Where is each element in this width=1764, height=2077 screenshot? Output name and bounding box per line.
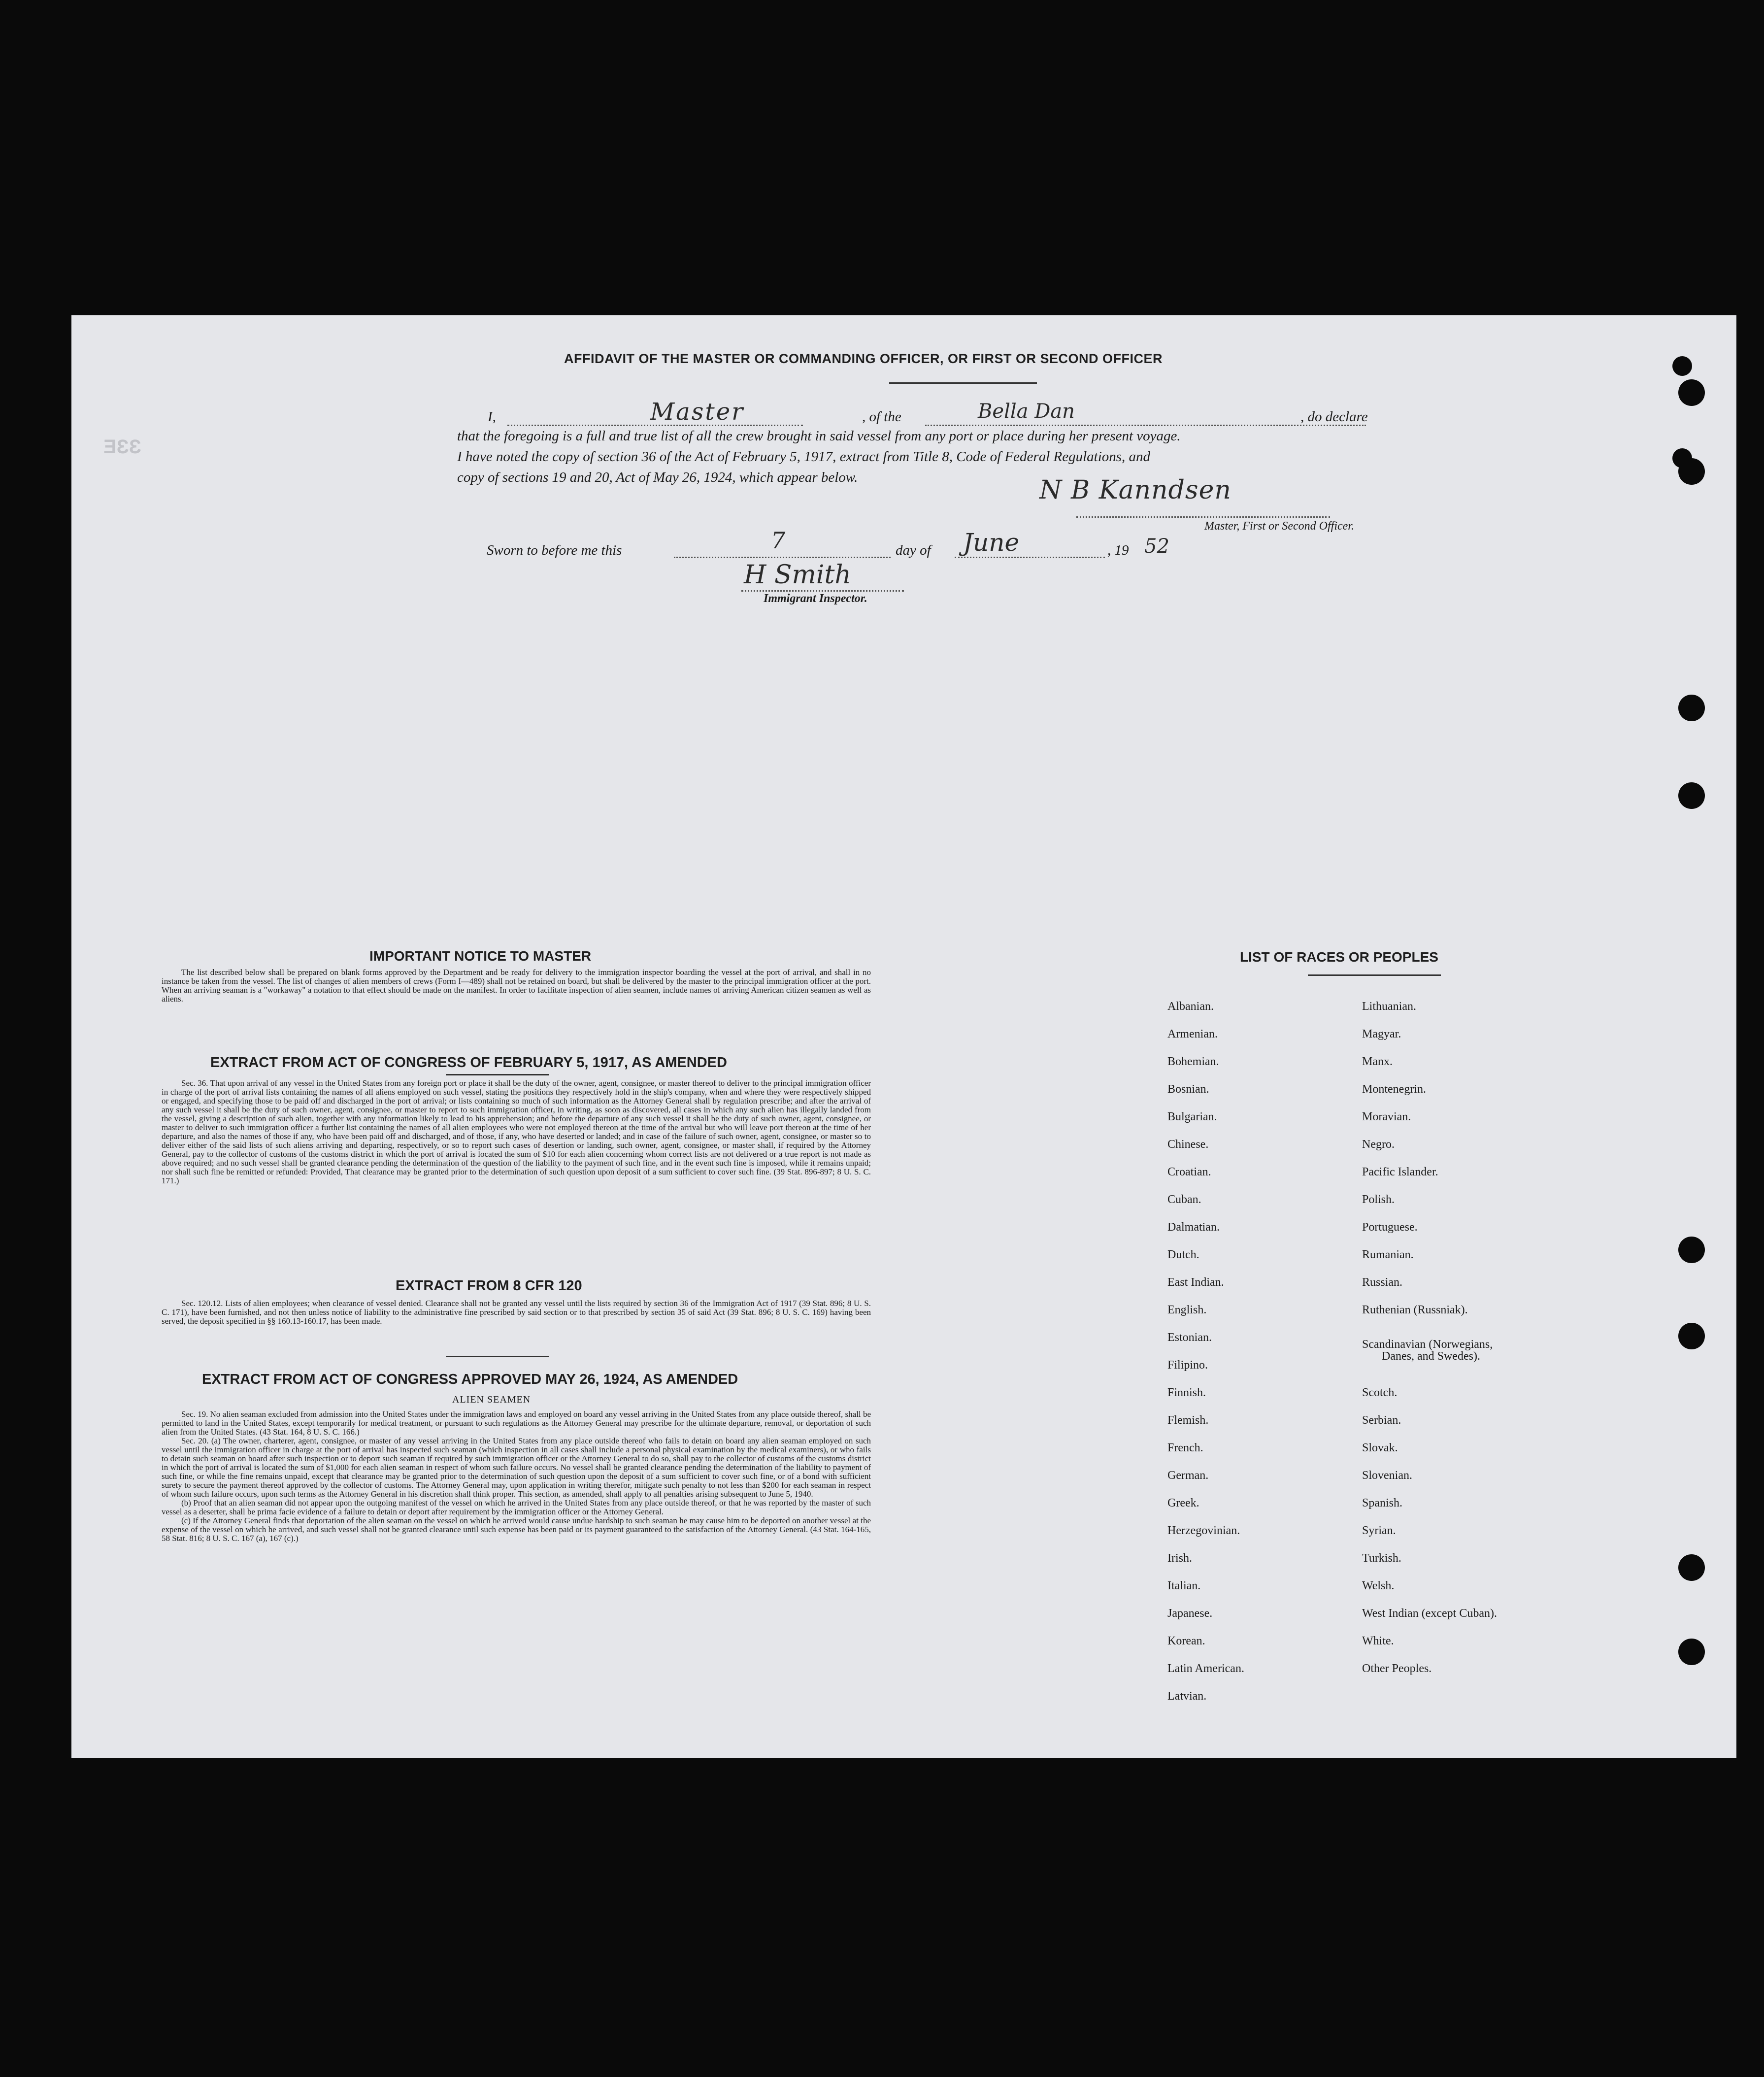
punch-hole (1678, 1554, 1705, 1581)
sworn-day-field: 7 (771, 527, 786, 554)
sworn-month-line (955, 557, 1105, 558)
sworn-label: Sworn to before me this (487, 542, 622, 558)
race-item: German. (1167, 1469, 1209, 1482)
vessel-name-line (925, 425, 1366, 426)
punch-hole (1678, 695, 1705, 721)
sec36-text: Sec. 36. That upon arrival of any vessel in the United States from any foreign port or place it shall be the duty of the owner, agent, consignee, or master thereof to deliver to the principal immigration officer in charge of the port of arrival lists containing the names of all aliens employed on such vessel, stating the positions they respectively hold in the ship's company, when and where they were respectively shipped or engaged, and specifying those to be paid off and discharged in the port of arrival; or lists containing so much of such information as the Attorney General shall by regulation prescribe; and after the arrival of any such vessel it shall be the duty of such owner, agent, consignee, or master to report to such immigration officer, in writing, as soon as discovered, all cases in which any such alien has illegally landed from the vessel, giving a description of such alien, together with any information likely to lead to his apprehension; and before the departure of any such vessel it shall be the duty of such owner, agent, consignee, or master to deliver to such immigration officer a further list containing the names of all alien employees who were not employed thereon at the time of the arrival but who will leave port thereon at the time of her departure, and also the names of those if any, who have been paid off and discharged, and of those, if any, who have deserted or landed; and in case of the failure of such owner, agent, consignee, or master so to deliver either of the said lists of such aliens arriving and departing, respectively, or so to report such cases of desertion or landing, such owner, agent, consignee, or master shall, if required by the Attorney General, pay to the collector of customs of the customs district in which the port of arrival is located the sum of $10 for each alien concerning whom correct lists are not delivered or a true report is not made as above required; and no such vessel shall be granted clearance pending the determination of the question of the liability to the payment of such fine, and in the event such fine is imposed, while it remains unpaid; nor shall such fine be remitted or refunded: Provided, That clearance may be granted prior to the determination of such question upon deposit of a sum sufficient to cover such fine. (39 Stat. 896-897; 8 U. S. C. 171.) (162, 1078, 871, 1185)
punch-hole (1678, 458, 1705, 485)
race-item: White. (1362, 1635, 1394, 1647)
race-item: Filipino. (1167, 1359, 1208, 1372)
inspector-signature: H Smith (744, 560, 851, 590)
race-item: Negro. (1362, 1138, 1395, 1151)
punch-hole (1678, 1323, 1705, 1349)
race-item: Syrian. (1362, 1524, 1396, 1537)
inspector-caption: Immigrant Inspector. (764, 592, 867, 605)
race-item: Estonian. (1167, 1331, 1212, 1344)
race-item: Chinese. (1167, 1138, 1209, 1151)
vessel-name-field: Bella Dan (978, 400, 1075, 423)
notice-body (162, 968, 871, 1004)
sworn-day-line (674, 557, 891, 558)
race-item: Greek. (1167, 1497, 1199, 1509)
master-name-field: Master (650, 398, 745, 426)
sec20c-text: (c) If the Attorney General finds that deportation of the alien seaman on the vessel on which he arrived would cause undue hardship to such seaman he may cause him to be deported on another vessel at the expense of the vessel on which he arrived, and such vessel shall not be granted clearance until such expense has been paid or its payment guaranteed to the satisfaction of the Attorney General. (43 Stat. 164-165, 58 Stat. 816; 8 U. S. C. 167 (a), 167 (c).) (162, 1516, 871, 1543)
race-item: Montenegrin. (1362, 1083, 1426, 1096)
race-item: Latin American. (1167, 1662, 1244, 1675)
race-item: Armenian. (1167, 1028, 1218, 1040)
punch-hole (1678, 782, 1705, 809)
race-item: Bohemian. (1167, 1055, 1219, 1068)
race-item: Herzegovinian. (1167, 1524, 1240, 1537)
inspector-signature-line (741, 590, 904, 592)
alien-seamen-subheading: ALIEN SEAMEN (452, 1394, 531, 1405)
race-item: Rumanian. (1362, 1248, 1414, 1261)
race-item: Japanese. (1167, 1607, 1213, 1620)
extract-1917-heading: EXTRACT FROM ACT OF CONGRESS OF FEBRUARY 5, 1917, AS AMENDED (210, 1055, 727, 1071)
race-item: Flemish. (1167, 1414, 1209, 1427)
extract-cfr-rule (446, 1356, 549, 1357)
sec19-text: Sec. 19. No alien seaman excluded from admission into the United States under the immigration laws and employed on board any vessel arriving in the United States from any place outside thereof, shall be permitted to land in the United States, except temporarily for medical treatment, or pursuant to such regulations as the Attorney General may prescribe for the ultimate departure, removal, or deportation of such alien from the United States. (43 Stat. 164, 8 U. S. C. 166.) (162, 1409, 871, 1437)
punch-hole (1678, 1639, 1705, 1665)
race-item: Dutch. (1167, 1248, 1199, 1261)
sworn-year-field: 52 (1144, 535, 1169, 558)
affidavit-heading-rule (889, 382, 1037, 384)
race-item: English. (1167, 1304, 1207, 1316)
race-item: Lithuanian. (1362, 1000, 1416, 1013)
race-item: West Indian (except Cuban). (1362, 1607, 1497, 1620)
affidavit-line-3: copy of sections 19 and 20, Act of May 26, 1924, which appear below. (457, 469, 858, 485)
race-item: Danes, and Swedes). (1382, 1350, 1480, 1363)
race-item: Scotch. (1362, 1386, 1398, 1399)
race-item: Russian. (1362, 1276, 1403, 1289)
punch-hole (1678, 1237, 1705, 1263)
race-item: Ruthenian (Russniak). (1362, 1304, 1468, 1316)
race-item: Latvian. (1167, 1690, 1207, 1703)
year-prefix-label: , 19 (1107, 542, 1129, 558)
sec20a-text: Sec. 20. (a) The owner, charterer, agent, consignee, or master of any vessel arriving in the United States from any place outside thereof who fails to detain on board any alien seaman employed on such vessel until the immigration officer in charge at the port of arrival has inspected such seaman (which inspection in all cases shall include a personal physical examination by the medical examiners), or who fails to detain such seaman on board after such inspection or to deport such seaman if required by such immigration officer or the Attorney General to do so, shall pay to the collector of customs of the customs district in which the port of arrival is located the sum of $1,000 for each alien seaman in respect of whom such failure occurs. No vessel shall be granted clearance pending the determination of the liability to payment of such fine, or while the fine remains unpaid, except that clearance may be granted prior to the determination of such question upon the deposit of a sum sufficient to cover such fine, or of a bond with sufficient surety to secure the payment thereof approved by the collector of customs. The Attorney General may, upon application in writing therefor, mitigate such penalty to not less than $200 for each seaman in respect of whom such failure occurs, upon such terms as the Attorney General in his discretion shall think proper. This section, as amended, shall apply to all penalties arising subsequent to June 5, 1940. (162, 1436, 871, 1499)
race-item: Turkish. (1362, 1552, 1401, 1565)
of-the-label: , of the (862, 409, 901, 425)
extract-1917-rule (446, 1074, 549, 1075)
race-item: Scandinavian (Norwegians, (1362, 1338, 1493, 1351)
extract-cfr-body (162, 1299, 871, 1326)
race-item: Moravian. (1362, 1110, 1411, 1123)
race-item: French. (1167, 1441, 1203, 1454)
race-item: Pacific Islander. (1362, 1166, 1438, 1178)
sworn-month-field: June (963, 528, 1020, 557)
extract-1924-body (162, 1410, 871, 1543)
race-item: Dalmatian. (1167, 1221, 1220, 1234)
punch-hole (1672, 356, 1692, 376)
affidavit-line-2: I have noted the copy of section 36 of the Act of February 5, 1917, extract from Title 8, Code of Federal Regulations, and (457, 449, 1151, 465)
race-item: Irish. (1167, 1552, 1192, 1565)
sec120-text: Sec. 120.12. Lists of alien employees; when clearance of vessel denied. Clearance shall not be granted any vessel until the lists required by section 36 of the Immigration Act of 1917 (39 Stat. 896; 8 U. S. C. 171), have been furnished, and not then unless notice of liability to the administrative fine prescribed by said section or to that prescribed by section 35 of said Act (39 Stat. 896; 8 U. S. C. 169) having been served, the deposit specified in §§ 160.13-160.17, has been made. (162, 1299, 871, 1326)
master-signature-line (1076, 516, 1330, 518)
race-item: Magyar. (1362, 1028, 1401, 1040)
affidavit-i-label: I, (488, 409, 496, 425)
affidavit-line-1: that the foregoing is a full and true list of all the crew brought in said vessel from any port or place during her present voyage. (457, 428, 1181, 444)
punch-hole (1678, 379, 1705, 406)
races-heading: LIST OF RACES OR PEOPLES (1240, 949, 1438, 965)
race-item: Slovak. (1362, 1441, 1398, 1454)
race-item: Finnish. (1167, 1386, 1206, 1399)
race-item: Bosnian. (1167, 1083, 1209, 1096)
race-item: Welsh. (1362, 1579, 1395, 1592)
do-declare-label: , do declare (1300, 409, 1368, 425)
race-item: Croatian. (1167, 1166, 1211, 1178)
master-caption: Master, First or Second Officer. (1204, 520, 1354, 533)
extract-1924-heading: EXTRACT FROM ACT OF CONGRESS APPROVED MAY 26, 1924, AS AMENDED (202, 1372, 738, 1387)
race-item: Manx. (1362, 1055, 1393, 1068)
race-item: Albanian. (1167, 1000, 1214, 1013)
race-item: Polish. (1362, 1193, 1395, 1206)
race-item: Other Peoples. (1362, 1662, 1432, 1675)
document-page (71, 315, 1736, 1758)
extract-1917-body (162, 1079, 871, 1185)
race-item: Serbian. (1362, 1414, 1401, 1427)
race-item: Portuguese. (1362, 1221, 1418, 1234)
race-item: Bulgarian. (1167, 1110, 1217, 1123)
race-item: Korean. (1167, 1635, 1205, 1647)
extract-cfr-heading: EXTRACT FROM 8 CFR 120 (396, 1278, 582, 1294)
races-heading-rule (1308, 974, 1441, 976)
race-item: Cuban. (1167, 1193, 1201, 1206)
sec20b-text: (b) Proof that an alien seaman did not appear upon the outgoing manifest of the vessel on which he arrived in the United States from any place outside thereof, or that he was reported by the master of such vessel as a deserter, shall be prima facie evidence of a failure to detain or deport after requirement by the immigration officer or the Attorney General. (162, 1498, 871, 1516)
notice-heading: IMPORTANT NOTICE TO MASTER (369, 948, 592, 964)
race-item: Spanish. (1362, 1497, 1403, 1509)
day-of-label: day of (896, 542, 931, 558)
faint-stamp: ƎƐƐ (103, 436, 141, 458)
race-item: Italian. (1167, 1579, 1201, 1592)
notice-text: The list described below shall be prepared on blank forms approved by the Department and be ready for delivery to the immigration inspector boarding the vessel at the port of arrival, and shall in no instance be taken from the vessel. The list of changes of alien members of crews (Form I—489) shall not be retained on board, but shall be delivered by the master to the principal immigration officer at the port. When an arriving seaman is a "workaway" a notation to that effect should be made on the manifest. In order to facilitate inspection of alien seamen, include names of arriving American citizen seamen as well as aliens. (162, 968, 871, 1004)
affidavit-heading: AFFIDAVIT OF THE MASTER OR COMMANDING OFFICER, OR FIRST OR SECOND OFFICER (564, 351, 1163, 366)
master-signature: N B Kanndsen (1039, 475, 1231, 505)
race-item: East Indian. (1167, 1276, 1224, 1289)
race-item: Slovenian. (1362, 1469, 1412, 1482)
